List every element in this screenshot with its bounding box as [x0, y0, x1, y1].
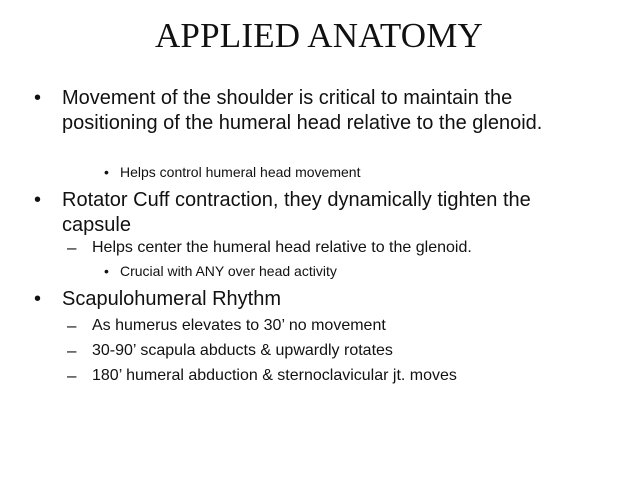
bullet-marker: •: [104, 263, 109, 279]
bullet-text: Rotator Cuff contraction, they dynamically tighten the capsule: [62, 189, 531, 236]
bullet-text: 180’ humeral abduction & sternoclavicular jt. moves: [92, 367, 457, 384]
bullet-text: 30-90’ scapula abducts & upwardly rotates: [92, 342, 393, 359]
dash-marker: –: [67, 238, 77, 257]
bullet-marker: •: [34, 87, 42, 109]
bullet-marker: •: [34, 189, 42, 211]
bullet-text: As humerus elevates to 30’ no movement: [92, 317, 386, 334]
bullet-text: Crucial with ANY over head activity: [120, 263, 337, 279]
bullet-text: Scapulohumeral Rhythm: [62, 288, 281, 310]
bullet-text: Helps center the humeral head relative to the glenoid.: [92, 239, 472, 256]
bullet-marker: •: [104, 164, 109, 180]
dash-marker: –: [67, 316, 77, 335]
bullet-marker: •: [34, 288, 42, 310]
bullet-text: Movement of the shoulder is critical to maintain the positioning of the humeral head relative to the glenoid.: [62, 87, 543, 134]
slide-title: APPLIED ANATOMY: [154, 16, 484, 55]
dash-marker: –: [67, 366, 77, 385]
dash-marker: –: [67, 341, 77, 360]
bullet-text: Helps control humeral head movement: [120, 164, 361, 180]
